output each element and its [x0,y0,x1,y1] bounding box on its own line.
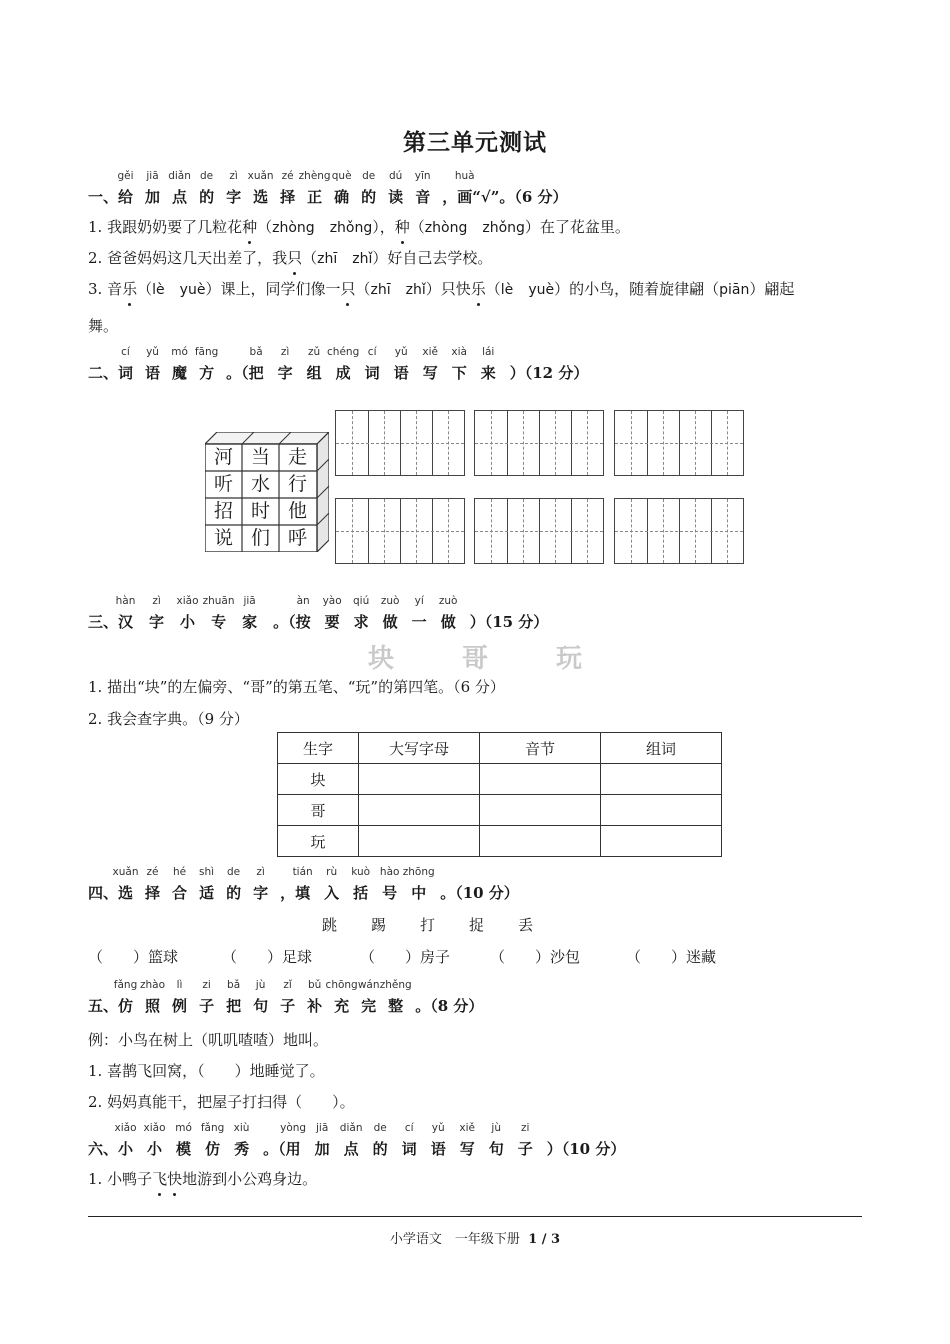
ruby-char: 补 bǔ [307,979,323,1015]
pinyin: xiù [233,1122,250,1134]
dotted-char: 种 [242,218,258,236]
pinyin: tián [292,866,313,878]
ruby-char: 家 jiā [242,595,258,631]
word-option[interactable]: 丢 [518,916,534,934]
answer-cell[interactable] [601,795,722,826]
pinyin: de [362,170,376,182]
tracing-characters [0,638,950,675]
pinyin: xiě [459,1122,475,1134]
pinyin: zì [229,170,238,182]
ruby-char: 填 tián [292,866,313,902]
ruby-char: 小 xiǎo [176,595,199,631]
ruby-char: 用 yòng [280,1122,307,1158]
table-cell: 哥 [278,795,359,826]
section-number: 四、 [88,884,119,902]
pinyin: mó [171,346,188,358]
cube-char: 说 [213,527,233,549]
ruby-char: 字 zì [277,346,293,382]
grid-guide [475,443,603,444]
section-points: ）（15 分） [469,613,549,631]
question-3-1: 1. 描出“块”的左偏旁、“哥”的第五笔、“玩”的第四笔。（6 分） [88,678,505,696]
trace-char[interactable]: 哥 [461,644,488,674]
cube-char: 听 [213,473,233,495]
ruby-char: 把 bǎ [248,346,264,382]
cube-char: 招 [213,500,233,522]
dotted-char: 乐 [470,280,486,298]
section-4-heading [88,866,519,903]
blank-item[interactable]: （ ）迷藏 [626,948,717,966]
pinyin: què [331,170,352,182]
pinyin: qiú [353,595,370,607]
pinyin: yào [322,595,342,607]
pinyin: chéng [327,346,360,358]
pinyin: cí [367,346,377,358]
text: ）课上，同学们像一 [205,280,341,298]
ruby-char: 句 jù [488,1122,504,1158]
section-number: 二、 [88,364,119,382]
ruby-char: 的 de [372,1122,388,1158]
example-sentence: 例：小鸟在树上（叽叽喳喳）地叫。 [88,1031,329,1049]
word-grid[interactable] [614,498,744,564]
ruby-char: 点 diǎn [168,170,191,206]
question-1-3-cont: 舞。 [88,317,119,335]
word-grid[interactable] [614,410,744,476]
ruby-char: 小 xiǎo [143,1122,166,1158]
pinyin-option[interactable]: zhǐ [405,282,426,298]
pinyin-option[interactable]: lè [152,282,165,298]
table-cell: 玩 [278,826,359,857]
ruby-char: 语 yǔ [145,346,161,382]
ruby-char: 子 zi [517,1122,533,1158]
cube-char: 他 [287,500,307,522]
cube-char: 时 [250,500,270,522]
ruby-group [280,1122,547,1158]
pinyin: jiā [243,595,256,607]
pinyin: fǎng [113,979,138,991]
word-grid[interactable] [474,498,604,564]
text: ）的小鸟，随着旋律翩（ [554,280,720,298]
cube-char: 当 [250,446,270,468]
grid-guide [615,531,743,532]
page-title: 第三单元测试 [403,130,547,156]
table-row [278,795,722,826]
pinyin-option[interactable]: yuè [179,282,206,298]
pinyin: zuò [380,595,400,607]
blank-item[interactable]: （ ）房子 [360,948,451,966]
ruby-char: 词 cí [364,346,380,382]
ruby-char: 加 jiā [314,1122,330,1158]
ruby-char: 的 de [199,170,215,206]
section-5-heading [88,979,484,1016]
ruby-char: 字 zì [253,866,269,902]
dotted-char: 乐 [122,280,138,298]
ruby-char: 要 yào [322,595,342,631]
ruby-char: 的 de [226,866,242,902]
ruby-char: 魔 mó [171,346,188,382]
blank-item[interactable]: （ ）沙包 [490,948,581,966]
word-grid[interactable] [335,498,465,564]
section-points: 。（10 分） [440,884,519,902]
ruby-group [112,866,280,902]
pinyin: bǎ [227,979,241,991]
word-option[interactable]: 跳 [322,916,338,934]
grid-guide [336,443,464,444]
ruby-char: 给 gěi [117,170,134,206]
ruby-char: 字 zì [226,170,242,206]
pinyin: fāng [194,346,219,358]
table-header: 组词 [601,733,722,764]
pinyin: zì [280,346,290,358]
pinyin: xiǎo [143,1122,166,1134]
answer-cell[interactable] [480,764,601,795]
word-option[interactable]: 踢 [371,916,387,934]
separator: 。（ [263,1140,286,1158]
ruby-char: 中 zhōng [402,866,435,902]
pinyin: jiā [315,1122,329,1134]
cube-char: 行 [287,473,307,495]
section-1-heading [88,170,568,207]
section-3-heading [88,595,549,632]
pinyin: zì [256,866,265,878]
pinyin: fǎng [200,1122,225,1134]
ruby-char: 合 hé [172,866,188,902]
word-grid[interactable] [335,410,465,476]
pinyin-option[interactable]: zhǐ [352,251,373,267]
pinyin: xiǎo [176,595,199,607]
table-header: 大写字母 [359,733,480,764]
pinyin: xuǎn [112,866,139,878]
ruby-char: 确 què [331,170,352,206]
ruby-char: 模 mó [175,1122,192,1158]
text: ）翩起 [749,280,795,298]
page-footer [0,1228,950,1247]
grid-guide [336,531,464,532]
ruby-char: 号 hào [379,866,400,902]
blank-item[interactable]: （ ）篮球 [88,948,179,966]
blank-item[interactable]: （ ）足球 [222,948,313,966]
ruby-char: 方 fāng [194,346,219,382]
pinyin: xiǎo [114,1122,137,1134]
ruby-group [118,346,226,382]
word-grid[interactable] [474,410,604,476]
ruby-char: 词 cí [401,1122,417,1158]
text: （ [257,218,273,236]
ruby-char: 秀 xiù [233,1122,250,1158]
pinyin: xuǎn [247,170,274,182]
ruby-group [248,346,510,382]
pinyin: zhuān [202,595,235,607]
ruby-group [114,1122,263,1158]
ruby-char: 句 jù [253,979,269,1015]
text: （ [409,218,425,236]
footer-text: 小学语文 一年级下册 [389,1232,520,1247]
pinyin-option[interactable]: zhī [317,251,338,267]
ruby-char: 读 dú [388,170,404,206]
separator: 。（ [273,613,296,631]
trace-char[interactable]: 块 [367,644,394,674]
pinyin-option[interactable]: zhǒng [482,220,525,236]
ruby-char: 择 zé [145,866,161,902]
pinyin: zhěng [379,979,412,991]
table-header: 音节 [480,733,601,764]
section-2-heading [88,346,589,383]
grid-guide [615,443,743,444]
table-row [278,826,722,857]
section-points: ）（10 分） [546,1140,626,1158]
pinyin: diǎn [168,170,191,182]
pinyin: yīn [414,170,431,182]
section-number: 三、 [88,613,119,631]
pinyin: zhào [140,979,166,991]
pinyin: cí [404,1122,414,1134]
ruby-char: 汉 hàn [115,595,136,631]
fill-blanks [88,946,716,967]
answer-cell[interactable] [601,764,722,795]
pinyin: zi [202,979,211,991]
question-1-3 [88,278,794,299]
pinyin: kuò [351,866,371,878]
pinyin: chōng [325,979,358,991]
pinyin: diǎn [339,1122,363,1134]
pinyin-option[interactable]: yuè [528,282,555,298]
ruby-char: 充 chōng [325,979,358,1015]
dotted-char: 只 [340,280,356,298]
pinyin: zì [152,595,161,607]
answer-cell[interactable] [480,826,601,857]
answer-cell[interactable] [359,795,480,826]
cube-char: 走 [287,446,307,468]
answer-cell[interactable] [359,826,480,857]
ruby-char: 选 xuǎn [112,866,139,902]
pinyin: de [373,1122,387,1134]
pinyin-option[interactable]: zhòng [424,220,468,236]
ruby-group [295,595,470,631]
text: ）好自己去学校。 [372,249,493,267]
section-points: ）（12 分） [509,364,589,382]
word-option[interactable]: 打 [420,916,436,934]
pinyin: jù [491,1122,502,1134]
pinyin: jiā [146,170,159,182]
ruby-char: 整 zhěng [379,979,412,1015]
ruby-char: 把 bǎ [226,979,242,1015]
ruby-char: 做 zuò [438,595,458,631]
cube-char: 河 [213,446,233,468]
ruby-char: 小 xiǎo [114,1122,137,1158]
pinyin: zuò [438,595,458,607]
text: ）只快 [425,280,471,298]
pinyin: piān [719,282,750,298]
question-5-1: 1. 喜鹊飞回窝，（ ）地睡觉了。 [88,1062,325,1080]
ruby-char: 子 zǐ [280,979,296,1015]
ruby-char: 按 àn [295,595,311,631]
table-header-row [278,733,722,764]
ruby-char: 组 zǔ [306,346,322,382]
cube-char: 水 [250,473,270,495]
pinyin: cí [121,346,130,358]
word-option[interactable]: 捉 [469,916,485,934]
text: （ [485,280,501,298]
pinyin: xiě [422,346,438,358]
grid-guide [475,531,603,532]
text: 地游到小公鸡身边。 [182,1170,318,1188]
pinyin: jù [255,979,266,991]
ruby-char: 词 cí [118,346,134,382]
pinyin: lái [482,346,495,358]
question-3-2: 2. 我会查字典。（9 分） [88,710,249,728]
ruby-char: 择 zé [280,170,296,206]
answer-cell[interactable] [601,826,722,857]
question-6-1 [88,1168,317,1189]
section-points: 。（8 分） [415,997,484,1015]
pinyin: yòng [280,1122,307,1134]
text: 1. 我跟奶奶要了几粒花 [88,218,243,236]
question-5-2: 2. 妈妈真能干，把屋子打扫得（ ）。 [88,1093,355,1111]
pinyin: hé [172,866,187,878]
ruby-char: 例 lì [172,979,188,1015]
pinyin: rù [326,866,338,878]
pinyin: huà [454,170,475,182]
pinyin: zé [146,866,159,878]
section-6-heading [88,1122,626,1159]
ruby-char: 完 wán [357,979,380,1015]
ruby-char: 专 zhuān [202,595,235,631]
pinyin: shì [199,866,215,878]
word-bank [322,914,567,935]
footer-divider [88,1216,862,1217]
ruby-char: 点 diǎn [339,1122,363,1158]
pinyin: yǔ [431,1122,445,1134]
separator: 。（ [226,364,249,382]
pinyin: de [227,866,241,878]
ruby-char: 求 qiú [353,595,370,631]
ruby-char: 一 yí [411,595,427,631]
pinyin: yǔ [394,346,408,358]
ruby-char: 仿 fǎng [113,979,138,1015]
pinyin: dú [389,170,403,182]
pinyin-option[interactable]: zhī [370,282,391,298]
pinyin-option[interactable]: lè [500,282,514,298]
dictionary-table [277,732,722,857]
question-1-2 [88,247,492,268]
ruby-group [292,866,440,902]
text: 1. 小鸭子 [88,1170,153,1188]
ruby-char: 子 zi [199,979,215,1015]
answer-cell[interactable] [359,764,480,795]
text: ）， [372,218,395,236]
table-row [278,764,722,795]
ruby-group [113,979,415,1015]
ruby-char: 下 xià [451,346,467,382]
pinyin: zǐ [283,979,292,991]
text: 3. 音 [88,280,123,298]
ruby-char: 音 yīn [414,170,431,206]
pinyin: zi [521,1122,530,1134]
ruby-group [117,170,442,206]
ruby-char: 来 lái [480,346,496,382]
question-1-1 [88,216,630,237]
cube-char: 呼 [287,527,307,549]
ruby-char: 写 xiě [459,1122,475,1158]
pinyin: bǎ [249,346,263,358]
pinyin: zǔ [308,346,321,358]
pinyin: lì [176,979,183,991]
table-cell: 块 [278,764,359,795]
pinyin: hàn [115,595,136,607]
pinyin: xià [451,346,467,358]
ruby-char: 入 rù [324,866,340,902]
ruby-char: 语 yǔ [393,346,409,382]
dotted-char: 飞 [152,1170,168,1188]
separator: ， [280,884,296,902]
pinyin: mó [175,1122,192,1134]
section-number: 六、 [88,1140,119,1158]
dotted-char: 只 [287,249,303,267]
section-number: 五、 [88,997,119,1015]
pinyin: àn [296,595,310,607]
text: （ [355,280,371,298]
dotted-char: 快 [167,1170,183,1188]
ruby-group [115,595,273,631]
page-number: 1 / 3 [528,1232,561,1247]
answer-cell[interactable] [480,795,601,826]
ruby-char: 语 yǔ [430,1122,446,1158]
ruby-char: 做 zuò [380,595,400,631]
section-number: 一、 [88,188,119,206]
pinyin: bǔ [307,979,322,991]
ruby-char: 写 xiě [422,346,438,382]
section-points: “√”。（6 分） [472,188,568,206]
dotted-char: 种 [394,218,410,236]
ruby-char: 选 xuǎn [247,170,274,206]
text: 2. 爸爸妈妈这几天出差了，我 [88,249,288,267]
pinyin: zé [281,170,294,182]
ruby-group [454,170,475,206]
word-cube [205,432,329,552]
pinyin-option[interactable]: zhòng [272,220,315,236]
text: （ [137,280,153,298]
cube-char: 们 [250,527,270,549]
separator: ， [442,188,458,206]
ruby-char: 加 jiā [145,170,161,206]
ruby-char: 适 shì [199,866,215,902]
ruby-char: 括 kuò [351,866,371,902]
pinyin: hào [379,866,400,878]
ruby-char: 仿 fǎng [200,1122,225,1158]
pinyin: wán [357,979,380,991]
ruby-char: 画 huà [454,170,475,206]
pinyin: de [200,170,214,182]
ruby-char: 正 zhèng [298,170,331,206]
pinyin: gěi [117,170,134,182]
pinyin: zhèng [298,170,331,182]
ruby-char: 字 zì [149,595,165,631]
ruby-char: 的 de [361,170,377,206]
table-header: 生字 [278,733,359,764]
pinyin: yǔ [146,346,159,358]
text: ）在了花盆里。 [524,218,630,236]
pinyin: yí [414,595,424,607]
ruby-char: 成 chéng [327,346,360,382]
trace-char[interactable]: 玩 [556,644,583,674]
pinyin-option[interactable]: zhǒng [329,220,373,236]
text: （ [302,249,318,267]
pinyin: zhōng [402,866,435,878]
ruby-char: 照 zhào [140,979,166,1015]
